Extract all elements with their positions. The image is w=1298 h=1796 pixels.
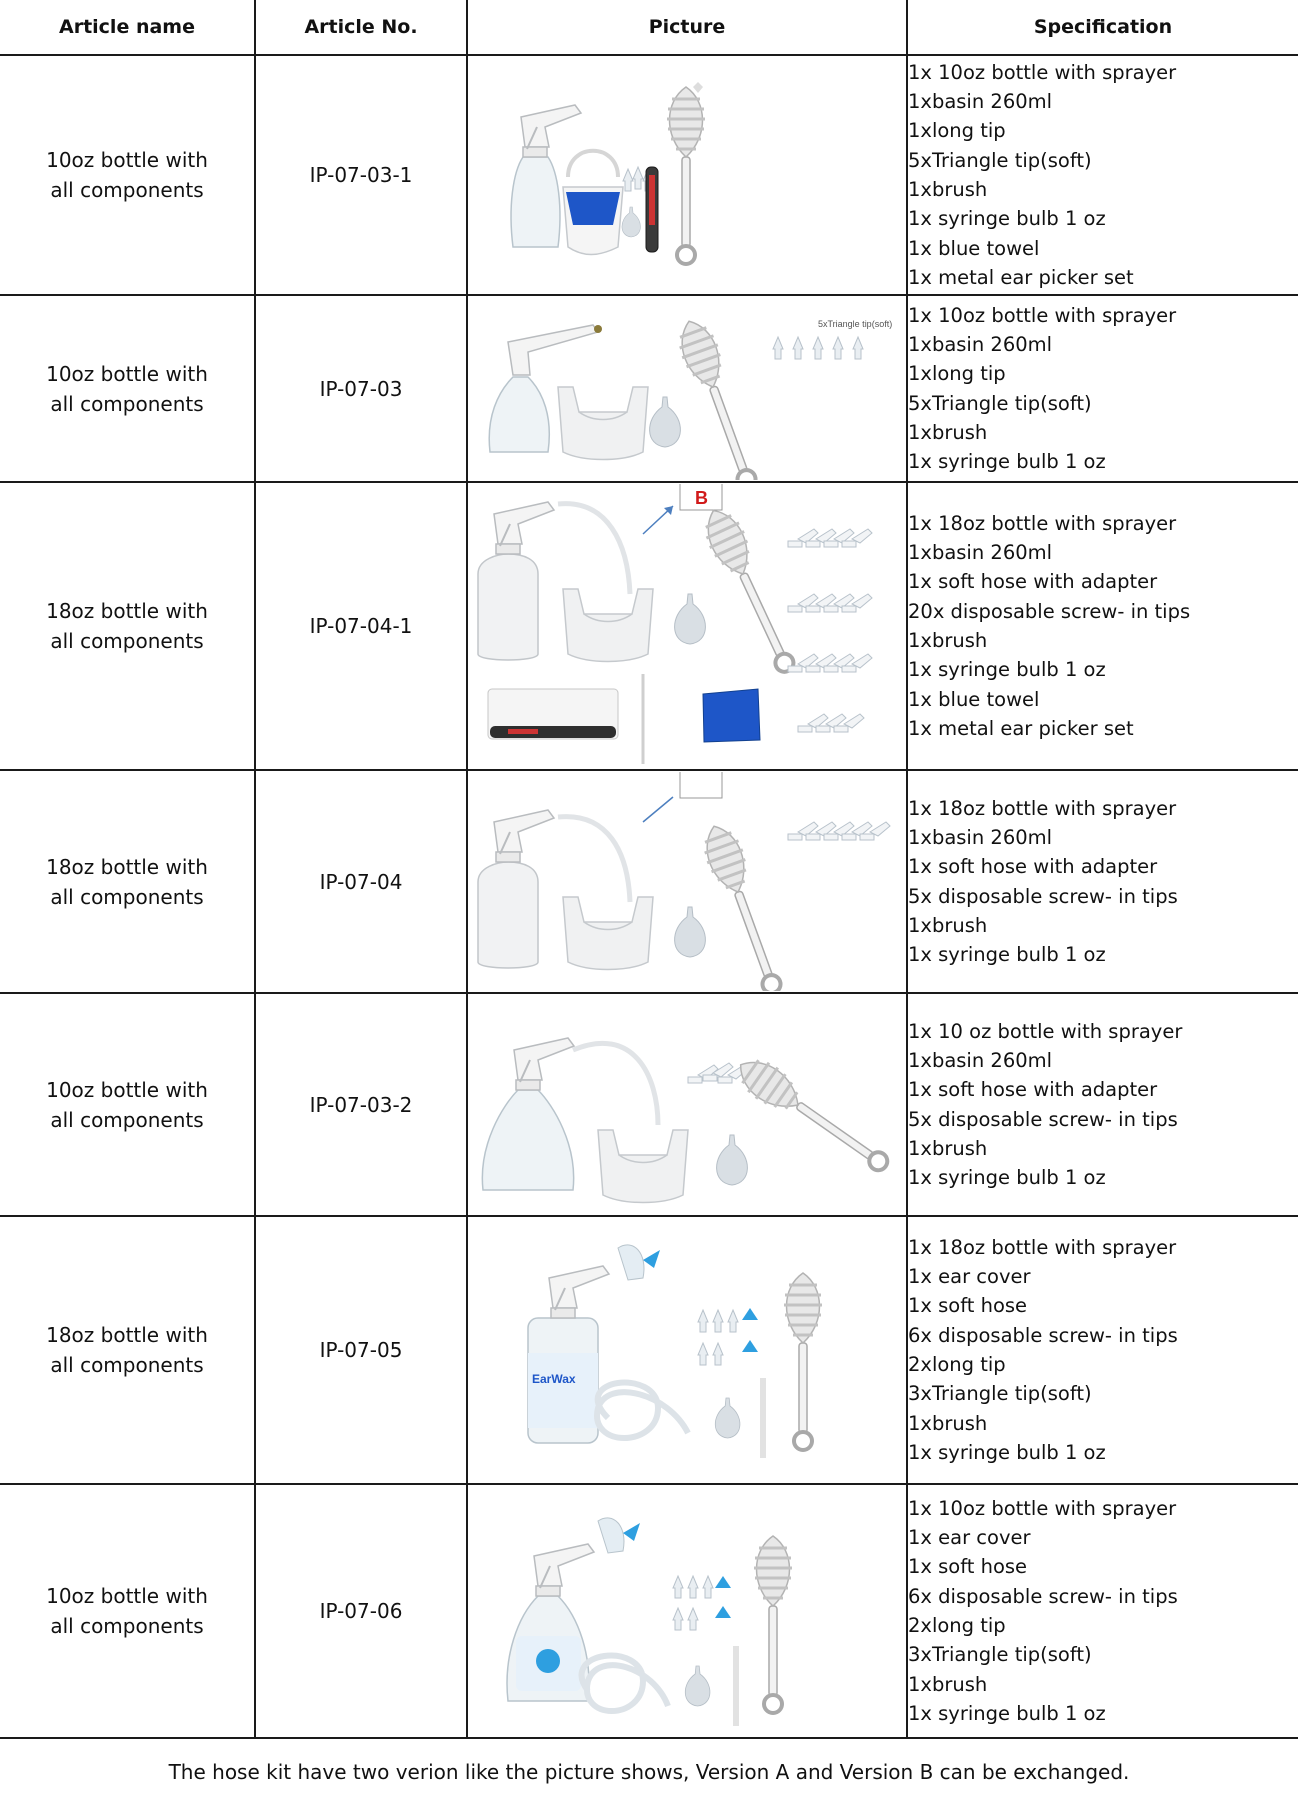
spec-list	[908, 1494, 1298, 1728]
hose-icon	[582, 1656, 668, 1711]
spec-item: 5xTriangle tip(soft)	[908, 391, 1092, 415]
spec-item: 5x disposable screw- in tips	[908, 1107, 1178, 1131]
spec-item: 6x disposable screw- in tips	[908, 1323, 1178, 1347]
spec-item: 1x soft hose with adapter	[908, 855, 1158, 879]
spec-list	[908, 1233, 1298, 1467]
spec-list	[908, 58, 1298, 292]
tips-icon	[688, 1063, 748, 1083]
spec-list	[908, 794, 1298, 970]
spec-item: 2xlong tip	[908, 1614, 1006, 1637]
picker-case-icon	[646, 167, 658, 252]
bottle-label: EarWax	[532, 1372, 576, 1386]
spec-item: 2xlong tip	[908, 1353, 1006, 1376]
syringe-bulb-icon	[715, 1398, 740, 1438]
brush-icon	[784, 1273, 822, 1450]
spec-item: 1xbrush	[908, 1136, 988, 1160]
spray-bottle-icon	[478, 502, 554, 660]
spec-item: 1x soft hose	[908, 1555, 1028, 1579]
article-no: IP-07-03	[255, 295, 467, 482]
spec-item: 1x 18oz bottle with sprayer	[908, 1235, 1177, 1259]
table-row	[0, 295, 1298, 482]
heart-icon	[693, 82, 703, 93]
brush-icon	[754, 1536, 792, 1713]
article-no: IP-07-03-1	[255, 55, 467, 295]
article-name: 10oz bottle with all components	[46, 1584, 208, 1638]
article-no: IP-07-04	[255, 770, 467, 993]
spray-bottle-icon	[482, 1038, 574, 1190]
basin-icon	[563, 151, 623, 255]
product-picture	[467, 993, 907, 1216]
tips-caption: 5xTriangle tip(soft)	[818, 319, 893, 329]
tips-icon	[773, 337, 863, 359]
spec-item: 1x metal ear picker set	[908, 265, 1134, 289]
hose-icon	[573, 1043, 658, 1125]
table-row	[0, 1216, 1298, 1484]
towel-icon	[703, 689, 760, 742]
brush-icon	[667, 87, 705, 264]
spec-item: 1x syringe bulb 1 oz	[908, 1166, 1106, 1190]
hose-icon	[558, 817, 630, 902]
spec-item: 5xTriangle tip(soft)	[908, 148, 1092, 172]
article-name: 10oz bottle with all components	[46, 361, 208, 416]
article-name: 10oz bottle with all components	[46, 1077, 208, 1132]
brush-icon	[696, 820, 792, 991]
table-row	[0, 770, 1298, 993]
spec-item: 1x syringe bulb 1 oz	[908, 207, 1106, 231]
header-article-no: Article No.	[255, 0, 467, 55]
tips-icon	[788, 822, 890, 840]
spray-bottle-icon	[478, 810, 554, 968]
footer-note: The hose kit have two verion like the picture shows, Version A and Version B can be exchanged.	[168, 1760, 1130, 1784]
product-picture	[467, 1484, 907, 1738]
spec-item: 1xbrush	[908, 629, 988, 652]
table-row	[0, 55, 1298, 295]
product-picture	[467, 55, 907, 295]
spec-item: 1xlong tip	[908, 119, 1006, 143]
article-no: IP-07-03-2	[255, 993, 467, 1216]
article-no: IP-07-04-1	[255, 482, 467, 770]
arrow-icon	[643, 797, 673, 822]
article-name: 18oz bottle with all components	[46, 599, 208, 653]
article-name: 18oz bottle with all components	[46, 854, 208, 909]
spec-item: 1x 10 oz bottle with sprayer	[908, 1019, 1183, 1043]
spec-item: 1x syringe bulb 1 oz	[908, 943, 1106, 967]
header-specification: Specification	[907, 0, 1298, 55]
spec-item: 1xbrush	[908, 1411, 988, 1435]
table-row	[0, 993, 1298, 1216]
spec-item: 6x disposable screw- in tips	[908, 1584, 1178, 1608]
basin-icon	[563, 589, 653, 662]
ear-cover-icon	[598, 1518, 640, 1553]
article-name: 10oz bottle with all components	[46, 148, 208, 202]
spec-item: 1x ear cover	[908, 1526, 1031, 1550]
spec-item: 1xbrush	[908, 1672, 988, 1696]
spec-item: 1x soft hose	[908, 1294, 1028, 1318]
article-no: IP-07-05	[255, 1216, 467, 1484]
spec-list	[908, 1017, 1298, 1193]
brush-icon	[671, 315, 767, 480]
spec-item: 1xbasin 260ml	[908, 1048, 1053, 1072]
spec-item: 1x syringe bulb 1 oz	[908, 450, 1106, 474]
spec-item: 1xbasin 260ml	[908, 541, 1053, 565]
spec-item: 1xbasin 260ml	[908, 332, 1053, 356]
version-label: B	[695, 488, 708, 508]
header-article-name: Article name	[0, 0, 255, 55]
spec-item: 1xlong tip	[908, 362, 1006, 386]
product-picture	[467, 482, 907, 770]
spec-item: 1x soft hose with adapter	[908, 1078, 1158, 1102]
ear-logo-icon	[536, 1649, 560, 1673]
syringe-bulb-icon	[622, 207, 640, 237]
spec-item: 1xbrush	[908, 420, 988, 444]
spec-item: 1x 10oz bottle with sprayer	[908, 303, 1177, 327]
article-name: 18oz bottle with all components	[46, 1323, 208, 1377]
basin-icon	[558, 387, 648, 460]
spec-item: 20x disposable screw- in tips	[908, 599, 1191, 623]
syringe-bulb-icon	[685, 1666, 710, 1706]
product-picture	[467, 770, 907, 993]
syringe-bulb-icon	[675, 594, 706, 644]
hose-icon	[558, 504, 630, 594]
spec-item: 1x 18oz bottle with sprayer	[908, 796, 1177, 820]
spec-item: 1x soft hose with adapter	[908, 570, 1158, 594]
brush-icon	[730, 1049, 897, 1182]
spec-list	[908, 509, 1298, 743]
spec-item: 1x blue towel	[908, 236, 1040, 260]
spec-item: 1x ear cover	[908, 1265, 1031, 1289]
spec-item: 5x disposable screw- in tips	[908, 884, 1178, 908]
spec-item: 1x syringe bulb 1 oz	[908, 1440, 1106, 1464]
spec-item: 1x syringe bulb 1 oz	[908, 658, 1106, 682]
hose-icon	[597, 1383, 688, 1438]
spec-item: 1xbrush	[908, 913, 988, 937]
tips-icon	[788, 529, 872, 732]
spec-item: 1x 10oz bottle with sprayer	[908, 60, 1177, 84]
brush-icon	[696, 503, 805, 679]
header-picture: Picture	[467, 0, 907, 55]
spec-item: 1xbasin 260ml	[908, 825, 1053, 849]
spec-list	[908, 301, 1298, 477]
syringe-bulb-icon	[675, 907, 706, 957]
header-row	[0, 0, 1298, 55]
table-row	[0, 1484, 1298, 1738]
basin-icon	[563, 897, 653, 970]
spec-item: 1xbasin 260ml	[908, 90, 1053, 114]
picker-case-icon	[488, 674, 643, 764]
spec-item: 3xTriangle tip(soft)	[908, 1643, 1092, 1667]
spec-item: 1x blue towel	[908, 687, 1040, 711]
syringe-bulb-icon	[717, 1135, 748, 1185]
table-row	[0, 482, 1298, 770]
spec-item: 3xTriangle tip(soft)	[908, 1382, 1092, 1406]
spec-item: 1xbrush	[908, 178, 988, 201]
product-picture	[467, 1216, 907, 1484]
spec-item: 1x syringe bulb 1 oz	[908, 1701, 1106, 1725]
spec-item: 1x 18oz bottle with sprayer	[908, 511, 1177, 535]
article-no: IP-07-06	[255, 1484, 467, 1738]
spec-item: 1x metal ear picker set	[908, 716, 1134, 740]
product-picture	[467, 295, 907, 482]
spec-item: 1x 10oz bottle with sprayer	[908, 1496, 1177, 1520]
syringe-bulb-icon	[650, 397, 681, 447]
ear-cover-icon	[618, 1245, 660, 1280]
basin-icon	[598, 1130, 688, 1203]
